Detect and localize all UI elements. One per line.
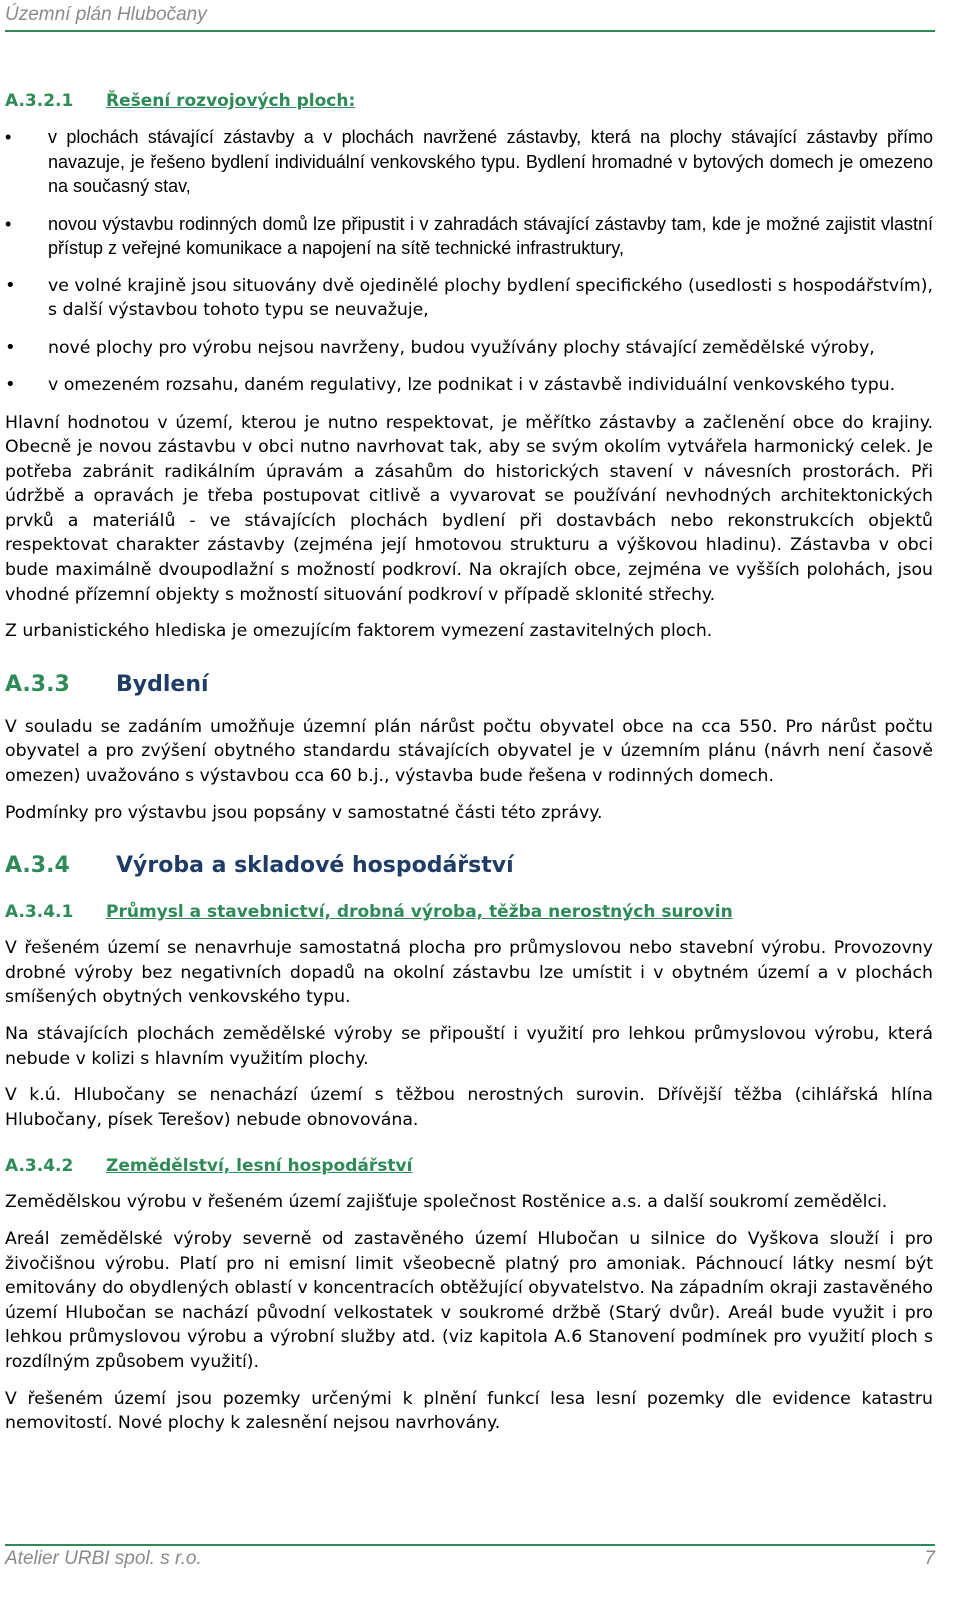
- bullet-icon: •: [5, 274, 16, 296]
- heading-a3-3: [5, 672, 933, 697]
- page-footer: [5, 1544, 935, 1570]
- heading-number: A.3.4.2: [5, 1156, 74, 1177]
- heading-title: Zemědělství, lesní hospodářství: [106, 1156, 413, 1177]
- paragraph: Areál zemědělské výroby severně od zastavěného území Hlubočan u silnice do Vyškova slouží i pro živočišnou výrobu. Platí pro ni emisní limit všeobecně platný pro amoniak. Páchnoucí látky nesmí být emitovány do obydlených oblastí v koncentracích obtěžující obyvatelstvo. Na západním okraji zastavěného území Hlubočan se nachází původní velkostatek v soukromé držbě (Starý dvůr). Areál bude využit i pro lehkou průmyslovou výrobu a výrobní služby atd. (viz kapitola A.6 Stanovení podmínek pro využití ploch s rozdílným způsobem využití).: [5, 1228, 933, 1372]
- bullet-icon: •: [5, 374, 16, 395]
- heading-title: Bydlení: [116, 671, 209, 697]
- list-item: [5, 373, 933, 398]
- paragraph: V řešeném území se nenavrhuje samostatná plocha pro průmyslovou nebo stavební výrobu. Provozovny drobné výroby bez negativních dopadů na okolní zástavbu lze umístit i v obytném území a v plochách smíšených obytných venkovského typu.: [5, 938, 933, 1008]
- list-item-text: ve volné krajině jsou situovány dvě ojedinělé plochy bydlení specifického (usedlosti s hospodářstvím), s další výstavbou tohoto typu se neuvažuje,: [48, 275, 933, 320]
- heading-a3-2-1: [5, 91, 933, 111]
- heading-a3-4: [5, 853, 933, 878]
- list-item: [5, 212, 933, 261]
- heading-a3-4-1: [5, 902, 933, 922]
- footer-company: Atelier URBI spol. s r.o.: [5, 1548, 202, 1569]
- header-title: Územní plán Hlubočany: [5, 4, 207, 25]
- list-item-text: novou výstavbu rodinných domů lze připustit i v zahradách stávající zástavby tam, kde je možné zajistit vlastní přístup z veřejné komunikace a napojení na sítě technické infrastruktury,: [48, 213, 933, 258]
- list-item: [5, 336, 933, 361]
- heading-number: A.3.2.1: [5, 91, 74, 111]
- bullet-icon: •: [5, 127, 12, 147]
- page-number: 7: [924, 1548, 935, 1569]
- page-header: [5, 2, 935, 32]
- heading-number: A.3.4: [5, 853, 70, 879]
- paragraph: Podmínky pro výstavbu jsou popsány v samostatné části této zprávy.: [5, 802, 603, 823]
- paragraph: Z urbanistického hlediska je omezujícím faktorem vymezení zastavitelných ploch.: [5, 621, 713, 642]
- paragraph: Zemědělskou výrobu v řešeném území zajišťuje společnost Rostěnice a.s. a další soukromí zemědělci.: [5, 1192, 888, 1213]
- list-item-text: v plochách stávající zástavby a v plochách navržené zástavby, která na plochy stávající zástavby přímo navazuje, je řešeno bydlení individuální venkovského typu. Bydlení hromadné v bytových domech je omezeno na současný stav,: [48, 127, 933, 196]
- heading-title: Průmysl a stavebnictví, drobná výroba, těžba nerostných surovin: [106, 902, 733, 923]
- bullet-icon: •: [5, 336, 16, 358]
- paragraph: Na stávajících plochách zemědělské výroby se připouští i využití pro lehkou průmyslovou výrobu, která nebude v kolizi s hlavním využitím plochy.: [5, 1024, 933, 1069]
- paragraph: V souladu se zadáním umožňuje územní plán nárůst počtu obyvatel obce na cca 550. Pro nárůst počtu obyvatel a pro zvýšení obytného standardu stávajících obyvatel je v územním plánu (návrh není časově omezen) uvažováno s výstavbou cca 60 b.j., výstavba bude řešena v rodinných domech.: [5, 716, 933, 787]
- heading-title: Výroba a skladové hospodářství: [116, 853, 514, 879]
- paragraph: Hlavní hodnotou v území, kterou je nutno respektovat, je měřítko zástavby a začlenění obce do krajiny. Obecně je novou zástavbu v obci nutno navrhovat tak, aby se svým okolím vytvářela harmonický celek. Je potřeba zabránit radikálním úpravám a zásahům do historických stavení v návesních prostorách. Při údržbě a opravách je třeba postupovat citlivě a vyvarovat se používání nevhodných architektonických prvků a materiálů - ve stávajících plochách bydlení při dostavbách nebo rekonstrukcích objektů respektovat charakter zástavby (zejména její hmotovou strukturu a výškovou hladinu). Zástavba v obci bude maximálně dvoupodlažní s možností podkroví. Na okrajích obce, zejména ve vyšších polohách, jsou vhodné přízemní objekty s možností situování podkroví v případě sklonité střechy.: [5, 412, 933, 605]
- list-item-text: v omezeném rozsahu, daném regulativy, lze podnikat i v zástavbě individuální venkovského typu.: [48, 375, 896, 395]
- document-body: [5, 91, 933, 1448]
- paragraph: V k.ú. Hlubočany se nenachází území s těžbou nerostných surovin. Dřívější těžba (cihlářská hlína Hlubočany, písek Terešov) nebude obnovována.: [5, 1085, 933, 1130]
- development-bullet-list: [5, 125, 933, 398]
- bullet-icon: •: [5, 213, 12, 234]
- heading-number: A.3.4.1: [5, 902, 74, 923]
- heading-number: A.3.3: [5, 671, 70, 697]
- paragraph: V řešeném území jsou pozemky určenými k plnění funkcí lesa lesní pozemky dle evidence katastru nemovitostí. Nové plochy k zalesnění nejsou navrhovány.: [5, 1388, 933, 1434]
- list-item-text: nové plochy pro výrobu nejsou navrženy, budou využívány plochy stávající zemědělské výroby,: [48, 337, 875, 358]
- heading-title: Řešení rozvojových ploch:: [106, 91, 356, 111]
- heading-a3-4-2: [5, 1156, 933, 1176]
- list-item: [5, 274, 933, 323]
- list-item: [5, 125, 933, 199]
